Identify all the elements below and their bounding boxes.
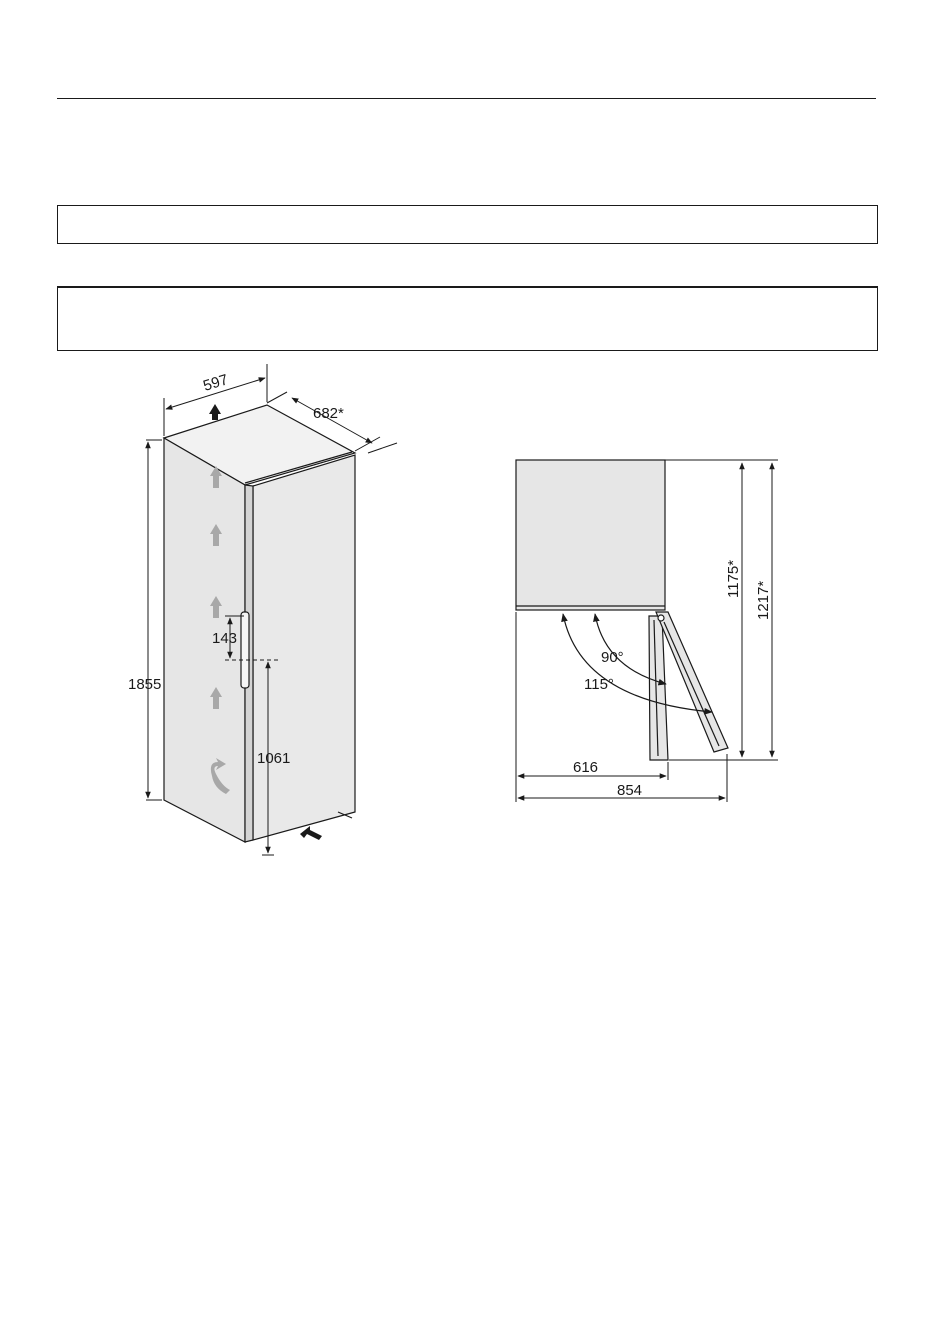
dim-depth: 682* <box>313 405 344 422</box>
dim-angle-90: 90° <box>601 649 624 666</box>
hinge-pivot <box>658 615 664 621</box>
dim-width-door-90: 616 <box>573 759 599 776</box>
appliance-top-view <box>516 460 728 760</box>
dim-handle-height: 1061 <box>257 750 291 767</box>
intake-arrow-icon <box>300 826 322 840</box>
exhaust-arrow-icon <box>209 404 221 420</box>
dim-width-door-115: 854 <box>617 782 643 799</box>
dim-angle-115: 115° <box>584 676 614 693</box>
door-handle <box>241 612 249 688</box>
dim-handle-length: 143 <box>212 630 238 647</box>
dim-depth-door-90: 1175* <box>725 559 742 598</box>
cabinet-plan <box>516 460 665 610</box>
dim-width: 597 <box>201 371 231 395</box>
appliance-isometric <box>164 404 355 842</box>
dim-height: 1855 <box>128 676 162 693</box>
door-open-90 <box>649 616 668 760</box>
dim-depth-door-115: 1217* <box>755 580 772 620</box>
